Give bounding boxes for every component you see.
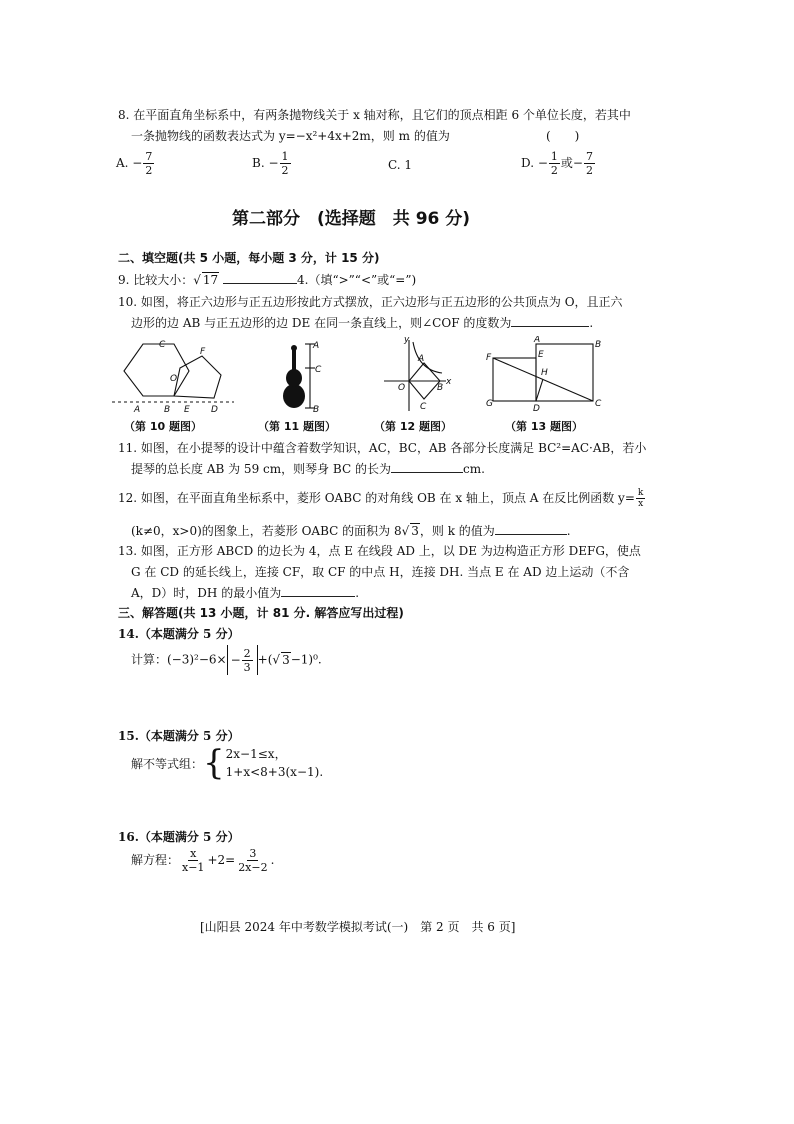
fig12-label-x: x — [446, 377, 452, 387]
fig10-label-c: C — [159, 340, 166, 350]
caption-fig12: （第 12 题图） — [374, 420, 452, 433]
q9-answer-blank[interactable] — [223, 271, 297, 284]
fig12-label-a: A — [418, 354, 425, 364]
q11-line2: 提琴的总长度 AB 为 59 cm，则琴身 BC 的长为 cm. — [131, 462, 485, 476]
caption-fig10: （第 10 题图） — [124, 420, 202, 433]
q14-title: 14.（本题满分 5 分） — [118, 627, 240, 641]
q10-answer-blank[interactable] — [511, 314, 589, 327]
page-footer: [山阳县 2024 年中考数学模拟考试(一) 第 2 页 共 6 页] — [200, 920, 516, 934]
q15-system: 解不等式组： { 2x−1≤x， 1+x<8+3(x−1). — [131, 743, 324, 783]
q8-line1: 8. 在平面直角坐标系中，有两条抛物线关于 x 轴对称，且它们的顶点相距 6 个单位长度，若其中 — [118, 108, 631, 122]
fig13-label-b: B — [595, 340, 602, 350]
q10-line2: 边形的边 AB 与正五边形的边 DE 在同一条直线上，则∠COF 的度数为 . — [131, 316, 594, 330]
fig12-label-c: C — [420, 402, 427, 412]
fig13-label-a: A — [534, 336, 541, 345]
fig10-label-e: E — [184, 405, 190, 415]
q11-line1: 11. 如图，在小提琴的设计中蕴含着数学知识，AC，BC，AB 各部分长度满足 BC²=AC·AB，若小 — [118, 441, 647, 455]
q15-inequality-2: 1+x<8+3(x−1). — [225, 765, 324, 779]
fig10-label-b: B — [164, 405, 171, 415]
part2-title: 第二部分 (选择题 共 96 分) — [232, 209, 471, 229]
q8-option-b: B. − $\frac{1}{2}$ — [252, 150, 289, 177]
fig10-label-f: F — [200, 347, 206, 357]
q12-line1: 12. 如图，在平面直角坐标系中，菱形 OABC 的对角线 OB 在 x 轴上，顶点 A 在反比例函数 y= $\frac{k}{x}$ — [118, 488, 644, 509]
q8-option-c: C. 1 — [388, 158, 413, 172]
fig12-label-y: y — [404, 336, 410, 345]
fig13-label-c: C — [595, 399, 602, 409]
q11-answer-blank[interactable] — [391, 460, 463, 473]
fig13-label-g: G — [486, 399, 493, 409]
q13-line2: G 在 CD 的延长线上，连接 CF，取 CF 的中点 H，连接 DH. 当点 E 在 AD 边上运动（不含 — [131, 565, 630, 579]
fig10-label-a: A — [134, 405, 141, 415]
section3-heading: 三、解答题(共 13 小题，计 81 分. 解答应写出过程) — [118, 606, 404, 620]
fig13-label-d: D — [533, 404, 540, 414]
caption-fig11: （第 11 题图） — [258, 420, 336, 433]
fig13-label-h: H — [541, 368, 548, 378]
fig13-label-f: F — [486, 353, 492, 363]
fig12-label-o: O — [398, 383, 406, 393]
q16-title: 16.（本题满分 5 分） — [118, 830, 240, 844]
pentagon — [174, 356, 221, 398]
fig11-label-a: A — [313, 341, 320, 351]
q15-title: 15.（本题满分 5 分） — [118, 729, 240, 743]
figures-row — [112, 336, 712, 436]
q8-option-d: D. − $\frac{1}{2}$ 或− $\frac{7}{2}$ — [521, 150, 593, 177]
section2-heading: 二、填空题(共 5 小题，每小题 3 分，计 15 分) — [118, 251, 380, 265]
fig10-label-o: O — [170, 374, 178, 384]
fig10-label-d: D — [211, 405, 218, 415]
fig13-square-defg — [493, 358, 536, 401]
caption-fig13: （第 13 题图） — [505, 420, 583, 433]
fig11-label-c: C — [315, 365, 322, 375]
q8-answer-paren: ( ) — [546, 129, 580, 143]
q13-answer-blank[interactable] — [281, 584, 355, 597]
q12-line2: (k≠0，x>0)的图象上，若菱形 OABC 的面积为 8√ 3，则 k 的值为 . — [131, 524, 571, 538]
fig12-label-b: B — [437, 383, 444, 393]
fig13-dh — [536, 379, 543, 401]
q12-answer-blank[interactable] — [495, 522, 567, 535]
q15-inequality-1: 2x−1≤x， — [225, 747, 287, 761]
q9: 9. 比较大小：√ 17 4.（填“>”“<”或“=”) — [118, 273, 417, 287]
q14-expression: 计算：(−3)²−6× − $\frac{2}{3}$ +(√ 3−1)⁰. — [131, 646, 322, 674]
q8-option-a: A. − $\frac{7}{2}$ — [116, 150, 153, 177]
q8-line2: 一条抛物线的函数表达式为 y=−x²+4x+2m，则 m 的值为 — [131, 129, 450, 143]
q13-line3: A，D）时，DH 的最小值为 . — [131, 586, 360, 600]
violin-icon — [283, 345, 305, 408]
fig13-label-e: E — [538, 350, 544, 360]
q16-equation: 解方程： $\frac{x}{x-1}$ +2= $\frac{3}{2x-2}$ . — [131, 847, 275, 874]
q13-line1: 13. 如图，正方形 ABCD 的边长为 4，点 E 在线段 AD 上，以 DE 为边构造正方形 DEFG，使点 — [118, 544, 641, 558]
q10-line1: 10. 如图，将正六边形与正五边形按此方式摆放，正六边形与正五边形的公共顶点为 O，且正六 — [118, 295, 623, 309]
fig11-label-b: B — [313, 405, 320, 415]
